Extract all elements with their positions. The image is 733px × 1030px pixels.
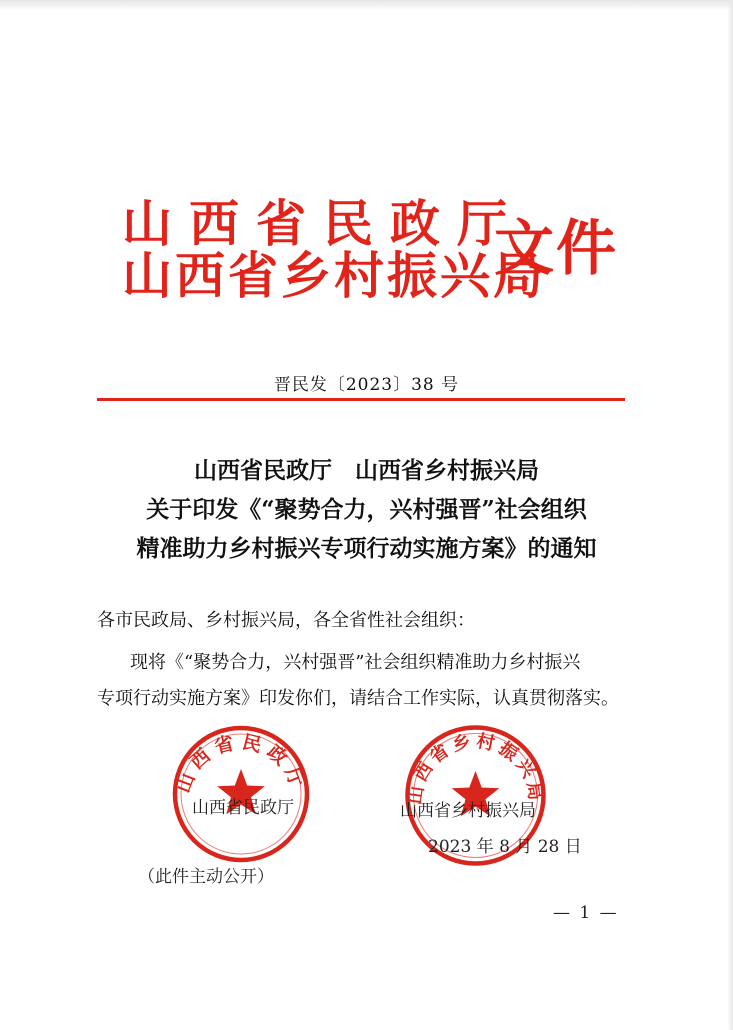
- document-title-line-3: 精准助力乡村振兴专项行动实施方案》的通知: [136, 535, 597, 562]
- seal2-text: 山西省乡村振兴局: [404, 730, 547, 806]
- masthead-suffix: 文件: [494, 214, 618, 284]
- red-separator-line: [97, 398, 625, 401]
- disclosure-note: （此件主动公开）: [138, 867, 274, 887]
- document-title-line-1: 山西省民政厅 山西省乡村振兴局: [194, 457, 539, 484]
- masthead-issuer-2: 山西省乡村振兴局: [122, 246, 546, 305]
- addressee: 各市民政局、乡村振兴局，各全省性社会组织：: [97, 610, 475, 631]
- signature-issuer-1: 山西省民政厅: [192, 798, 294, 818]
- page-number: — 1 —: [553, 903, 619, 923]
- body-line-2: 专项行动实施方案》印发你们，请结合工作实际，认真贯彻落实。: [97, 688, 619, 709]
- document-number: 晋民发〔2023〕38 号: [273, 375, 460, 395]
- signature-date: 2023 年 8 月 28 日: [428, 837, 582, 857]
- document-title-line-2: 关于印发《“聚势合力，兴村强晋”社会组织: [146, 496, 587, 523]
- body-line-1: 现将《“聚势合力，兴村强晋”社会组织精准助力乡村振兴: [130, 652, 581, 673]
- seal1-text: 山西省民政厅: [172, 730, 310, 796]
- masthead-issuer-1: 山西省民政厅: [122, 194, 524, 253]
- scan-edge-top: [0, 0, 733, 10]
- signature-issuer-2: 山西省乡村振兴局: [400, 801, 536, 821]
